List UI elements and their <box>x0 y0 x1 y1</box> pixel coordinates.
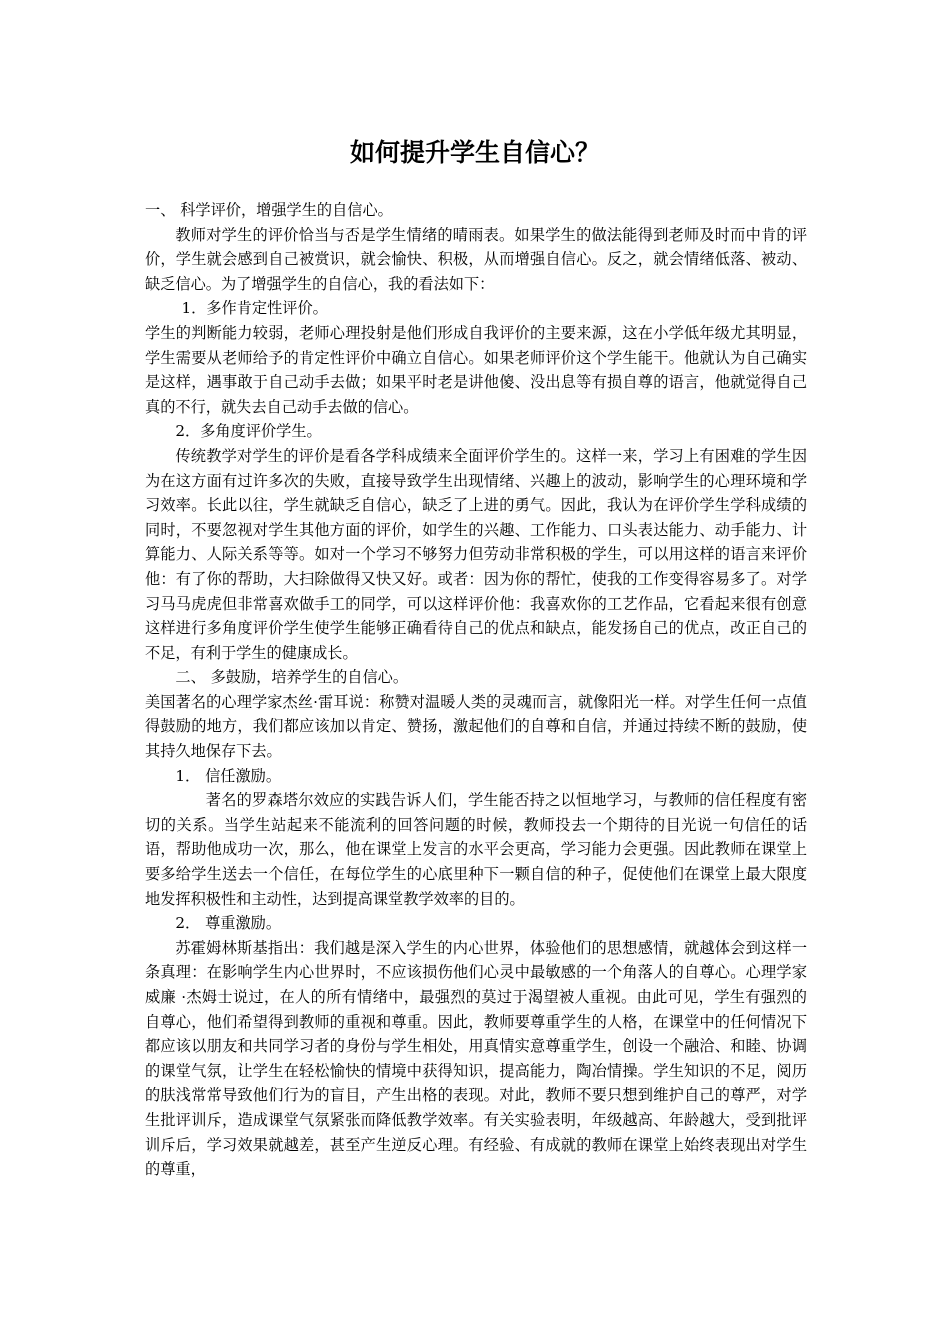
paragraph: 传统教学对学生的评价是看各学科成绩来全面评价学生的。这样一来，学习上有困难的学生因为在这方面有过许多次的失败，直接导致学生出现情绪、兴趣上的波动，影响学生的心理环境和学习效率。长此以往，学生就缺乏自信心，缺乏了上进的勇气。因此，我认为在评价学生学科成绩的同时，不要忽视对学生其他方面的评价，如学生的兴趣、工作能力、口头表达能力、动手能力、计算能力、人际关系等等。如对一个学习不够努力但劳动非常积极的学生，可以用这样的语言来评价他：有了你的帮助，大扫除做得又快又好。或者：因为你的帮忙，使我的工作变得容易多了。对学习马马虎虎但非常喜欢做手工的同学，可以这样评价他：我喜欢你的工艺作品，它看起来很有创意这样进行多角度评价学生使学生能够正确看待自己的优点和缺点，能发扬自己的优点，改正自己的不足，有利于学生的健康成长。 <box>145 446 807 662</box>
document-body <box>145 198 807 1182</box>
paragraph: 美国著名的心理学家杰丝·雷耳说：称赞对温暖人类的灵魂而言，就像阳光一样。对学生任何一点值得鼓励的地方，我们都应该加以肯定、赞扬，激起他们的自尊和自信，并通过持续不断的鼓励，使其持久地保存下去。 <box>145 692 807 761</box>
section-heading-1: 一、 科学评价，增强学生的自信心。 <box>145 201 393 219</box>
paragraph: 著名的罗森塔尔效应的实践告诉人们，学生能否持之以恒地学习，与教师的信任程度有密切的关系。当学生站起来不能流利的回答问题的时候，教师投去一个期待的目光说一句信任的话语，帮助他成功一次，那么，他在课堂上发言的水平会更高，学习能力会更强。因此教师在课堂上要多给学生送去一个信任，在每位学生的心底里种下一颗自信的种子，促使他们在课堂上最大限度地发挥积极性和主动性，达到提高课堂教学效率的目的。 <box>145 791 807 908</box>
document-title: 如何提升学生自信心？ <box>349 138 600 167</box>
subheading: 2． 尊重激励。 <box>175 914 282 933</box>
paragraph: 教师对学生的评价恰当与否是学生情绪的晴雨表。如果学生的做法能得到老师及时而中肯的评价，学生就会感到自己被赏识，就会愉快、积极，从而增强自信心。反之，就会情绪低落、被动、缺乏信心。为了增强学生的自信心，我的看法如下： <box>145 225 807 293</box>
paragraph: 学生的判断能力较弱，老师心理投射是他们形成自我评价的主要来源，这在小学低年级尤其明显，学生需要从老师给予的肯定性评价中确立自信心。如果老师评价这个学生能干。他就认为自己确实是这样，遇事敢于自己动手去做；如果平时老是讲他傻、没出息等有损自尊的语言，他就觉得自己真的不行，就失去自己动手去做的信心。 <box>145 323 807 416</box>
paragraph: 苏霍姆林斯基指出：我们越是深入学生的内心世界，体验他们的思想感情，就越体会到这样一条真理：在影响学生内心世界时，不应该损伤他们心灵中最敏感的一个角落人的自尊心。心理学家威廉 ·杰姆士说过，在人的所有情绪中，最强烈的莫过于渴望被人重视。由此可见，学生有强烈的自尊心，他们希望得到教师的重视和尊重。因此，教师要尊重学生的人格，在课堂中的任何情况下都应该以朋友和共同学习者的身份与学生相处，用真情实意尊重学生，创设一个融洽、和睦、协调的课堂气氛，让学生在轻松愉快的情境中获得知识，提高能力，陶冶情操。学生知识的不足，阅历的肤浅常常导致他们行为的盲目，产生出格的表现。对此，教师不要只想到维护自己的尊严，对学生批评训斥，造成课堂气氛紧张而降低教学效率。有关实验表明，年级越高、年龄越大，受到批评训斥后，学习效果就越差，甚至产生逆反心理。有经验、有成就的教师在课堂上始终表现出对学生的尊重， <box>145 938 807 1179</box>
section-heading-2: 二、 多鼓励，培养学生的自信心。 <box>175 668 409 687</box>
subheading: 1． 信任激励。 <box>175 766 282 785</box>
subheading: 1．多作肯定性评价。 <box>181 299 328 318</box>
subheading: 2．多角度评价学生。 <box>175 422 322 441</box>
